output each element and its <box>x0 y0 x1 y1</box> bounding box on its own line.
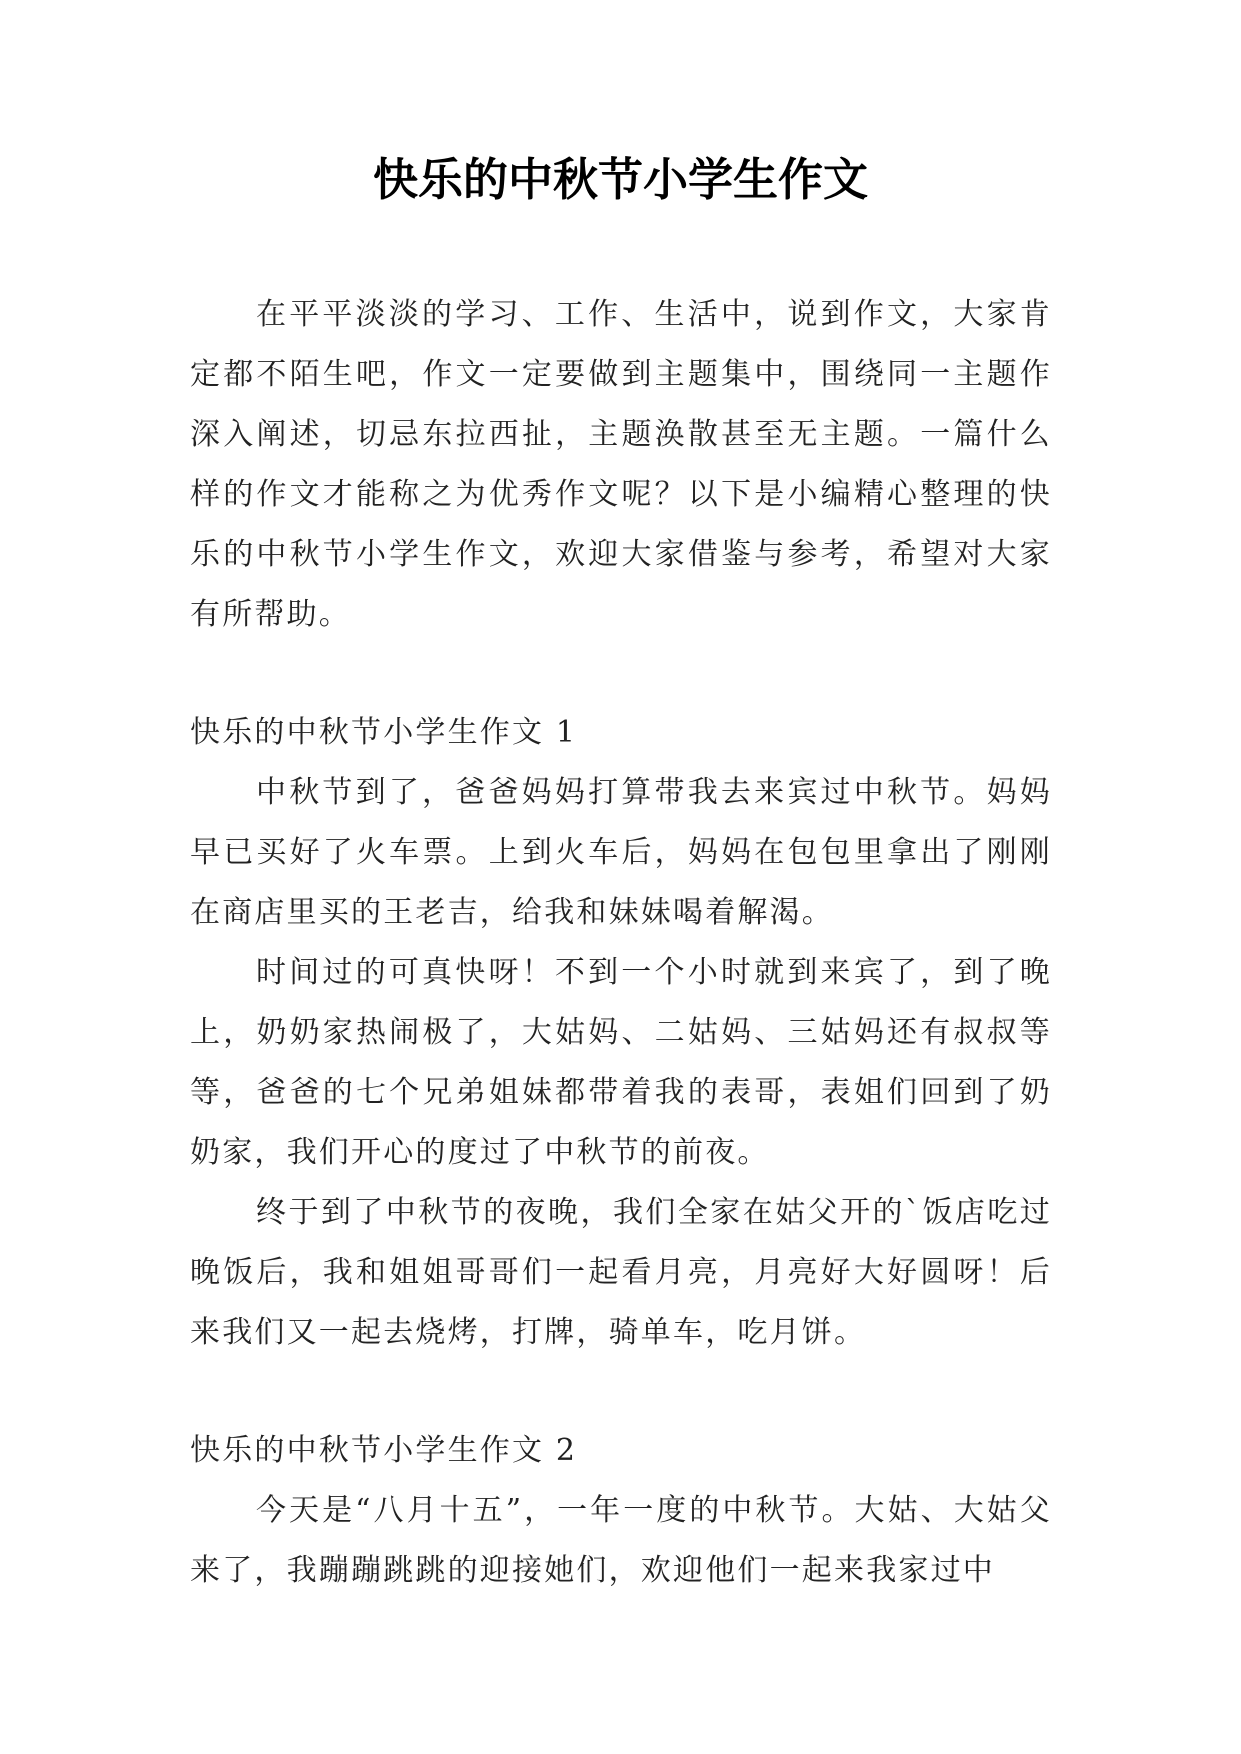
body-paragraph: 终于到了中秋节的夜晚，我们全家在姑父开的`饭店吃过晚饭后，我和姐姐哥哥们一起看月亮，月亮好大好圆呀！后来我们又一起去烧烤，打牌，骑单车，吃月饼。 <box>190 1195 1052 1350</box>
section-heading: 快乐的中秋节小学生作文 2 <box>190 1433 578 1468</box>
body-paragraph: 时间过的可真快呀！不到一个小时就到来宾了，到了晚上，奶奶家热闹极了，大姑妈、二姑妈、三姑妈还有叔叔等等，爸爸的七个兄弟姐妹都带着我的表哥，表姐们回到了奶奶家，我们开心的度过了中秋节的前夜。 <box>190 955 1052 1170</box>
body-paragraph: 今天是“八月十五”，一年一度的中秋节。大姑、大姑父来了，我蹦蹦跳跳的迎接她们，欢迎他们一起来我家过中 <box>190 1493 1052 1588</box>
intro-paragraph: 在平平淡淡的学习、工作、生活中，说到作文，大家肯定都不陌生吧，作文一定要做到主题集中，围绕同一主题作深入阐述，切忌东拉西扯，主题涣散甚至无主题。一篇什么样的作文才能称之为优秀作文呢？以下是小编精心整理的快乐的中秋节小学生作文，欢迎大家借鉴与参考，希望对大家有所帮助。 <box>190 297 1052 632</box>
section-spacer <box>190 645 1052 703</box>
document-title: 快乐的中秋节小学生作文 <box>372 153 868 206</box>
document-body <box>190 285 1052 1601</box>
section-heading: 快乐的中秋节小学生作文 1 <box>190 715 578 750</box>
body-paragraph: 中秋节到了，爸爸妈妈打算带我去来宾过中秋节。妈妈早已买好了火车票。上到火车后，妈妈在包包里拿出了刚刚在商店里买的王老吉，给我和妹妹喝着解渴。 <box>190 775 1052 930</box>
section-spacer <box>190 1363 1052 1421</box>
